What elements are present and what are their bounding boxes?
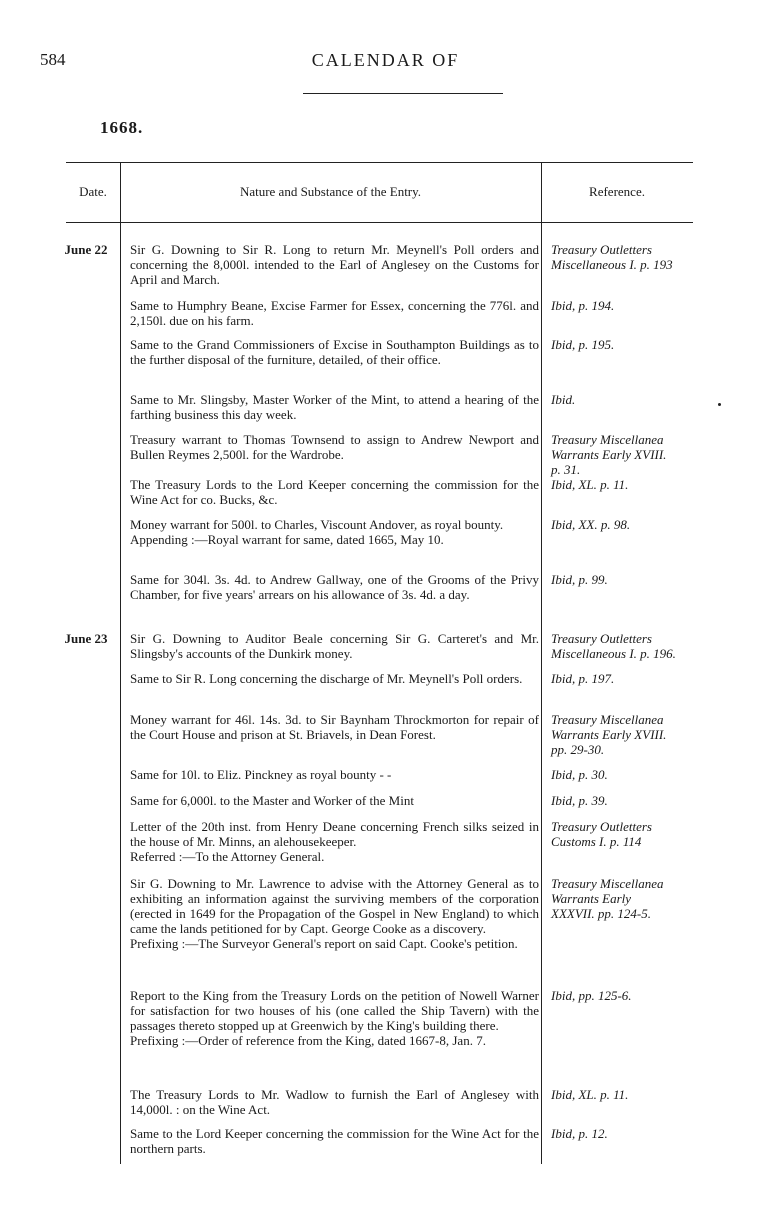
column-header-reference: Reference. bbox=[589, 184, 645, 199]
ink-speck bbox=[718, 403, 721, 406]
entry-nature: Treasury warrant to Thomas Townsend to assign to Andrew Newport and Bullen Reymes 2,500l. for the Wardrobe. bbox=[130, 432, 539, 462]
entry-nature: Money warrant for 500l. to Charles, Viscount Andover, as royal bounty. Appending :—Royal warrant for same, dated 1665, May 10. bbox=[130, 517, 504, 547]
table-top-rule bbox=[66, 162, 693, 163]
entry-date: June 22 bbox=[64, 242, 108, 257]
entry-nature: Same for 6,000l. to the Master and Worker of the Mint bbox=[130, 793, 414, 808]
entry-reference: Ibid. bbox=[551, 392, 576, 407]
entry-nature: Money warrant for 46l. 14s. 3d. to Sir Baynham Throckmorton for repair of the Court House and prison at St. Briavels, in Dean Forest. bbox=[130, 712, 539, 742]
entry-reference: Ibid, p. 197. bbox=[551, 671, 615, 686]
entry-nature: The Treasury Lords to Mr. Wadlow to furnish the Earl of Anglesey with 14,000l. : on the Wine Act. bbox=[130, 1087, 539, 1117]
entry-reference: Ibid, p. 30. bbox=[551, 767, 608, 782]
entry-nature: Letter of the 20th inst. from Henry Deane concerning French silks seized in the house of Mr. Minns, an alehousekeeper. Referred :—To the Attorney General. bbox=[130, 819, 539, 864]
column-divider-reference bbox=[541, 162, 542, 1164]
entry-nature: Sir G. Downing to Mr. Lawrence to advise with the Attorney General as to exhibiting an information against the surviving members of the corporation (erected in 1649 for the Propagation of the Gospel in New England) to which came the lands petitioned for by Capt. George Cooke as a discovery. Prefixing :—The Surveyor General's report on said Capt. Cooke's petition. bbox=[130, 876, 539, 951]
table-header-rule bbox=[66, 222, 693, 223]
entry-reference: Treasury Miscellanea Warrants Early XVIII. p. 31. bbox=[551, 432, 667, 477]
entry-reference: Treasury Miscellanea Warrants Early XXXVII. pp. 124-5. bbox=[551, 876, 664, 921]
entry-nature: Same to the Grand Commissioners of Excise in Southampton Buildings as to the further disposal of the furniture, detailed, of their office. bbox=[130, 337, 539, 367]
entry-nature: Same to Humphry Beane, Excise Farmer for Essex, concerning the 776l. and 2,150l. due on his farm. bbox=[130, 298, 539, 328]
entry-reference: Ibid, p. 194. bbox=[551, 298, 615, 313]
entry-nature: Same to the Lord Keeper concerning the commission for the Wine Act for the northern parts. bbox=[130, 1126, 539, 1156]
entry-nature: Same for 304l. 3s. 4d. to Andrew Gallway, one of the Grooms of the Privy Chamber, for five years' arrears on his allowance of 3s. 4d. a day. bbox=[130, 572, 539, 602]
title-rule bbox=[303, 93, 503, 94]
column-header-nature: Nature and Substance of the Entry. bbox=[239, 184, 422, 199]
entry-nature: Same to Sir R. Long concerning the discharge of Mr. Meynell's Poll orders. bbox=[130, 671, 523, 686]
entry-nature: The Treasury Lords to the Lord Keeper concerning the commission for the Wine Act for co. Bucks, &c. bbox=[130, 477, 539, 507]
entry-reference: Treasury Outletters Miscellaneous I. p. 196. bbox=[551, 631, 676, 661]
entry-reference: Treasury Outletters Customs I. p. 114 bbox=[551, 819, 652, 849]
entry-reference: Ibid, p. 99. bbox=[551, 572, 608, 587]
entry-date: June 23 bbox=[64, 631, 108, 646]
entry-reference: Ibid, p. 39. bbox=[551, 793, 608, 808]
column-divider-date bbox=[120, 162, 121, 1164]
running-title: CALENDAR OF bbox=[311, 50, 460, 70]
entry-reference: Ibid, XL. p. 11. bbox=[551, 477, 629, 492]
entry-reference: Ibid, p. 195. bbox=[551, 337, 615, 352]
entry-nature: Report to the King from the Treasury Lords on the petition of Nowell Warner for satisfaction for two houses of his (one called the Ship Tavern) with the passages thereto stopped up at Greenwich by the King's building there. Prefixing :—Order of reference from the King, dated 1667-8, Jan. 7. bbox=[130, 988, 539, 1048]
entry-reference: Ibid, pp. 125-6. bbox=[551, 988, 632, 1003]
page-number: 584 bbox=[40, 50, 66, 69]
entry-reference: Ibid, XL. p. 11. bbox=[551, 1087, 629, 1102]
entry-nature: Same for 10l. to Eliz. Pinckney as royal bounty - - bbox=[130, 767, 392, 782]
entry-nature: Sir G. Downing to Auditor Beale concerning Sir G. Carteret's and Mr. Slingsby's accounts of the Dunkirk money. bbox=[130, 631, 539, 661]
entry-reference: Treasury Outletters Miscellaneous I. p. 193 bbox=[551, 242, 673, 272]
entry-reference: Treasury Miscellanea Warrants Early XVIII. pp. 29-30. bbox=[551, 712, 667, 757]
entry-reference: Ibid, XX. p. 98. bbox=[551, 517, 631, 532]
column-header-date: Date. bbox=[79, 184, 107, 199]
entry-reference: Ibid, p. 12. bbox=[551, 1126, 608, 1141]
entry-nature: Same to Mr. Slingsby, Master Worker of the Mint, to attend a hearing of the farthing business this day week. bbox=[130, 392, 539, 422]
entry-nature: Sir G. Downing to Sir R. Long to return Mr. Meynell's Poll orders and concerning the 8,000l. intended to the Earl of Anglesey on the Customs for April and March. bbox=[130, 242, 539, 287]
year-heading: 1668. bbox=[100, 118, 144, 137]
